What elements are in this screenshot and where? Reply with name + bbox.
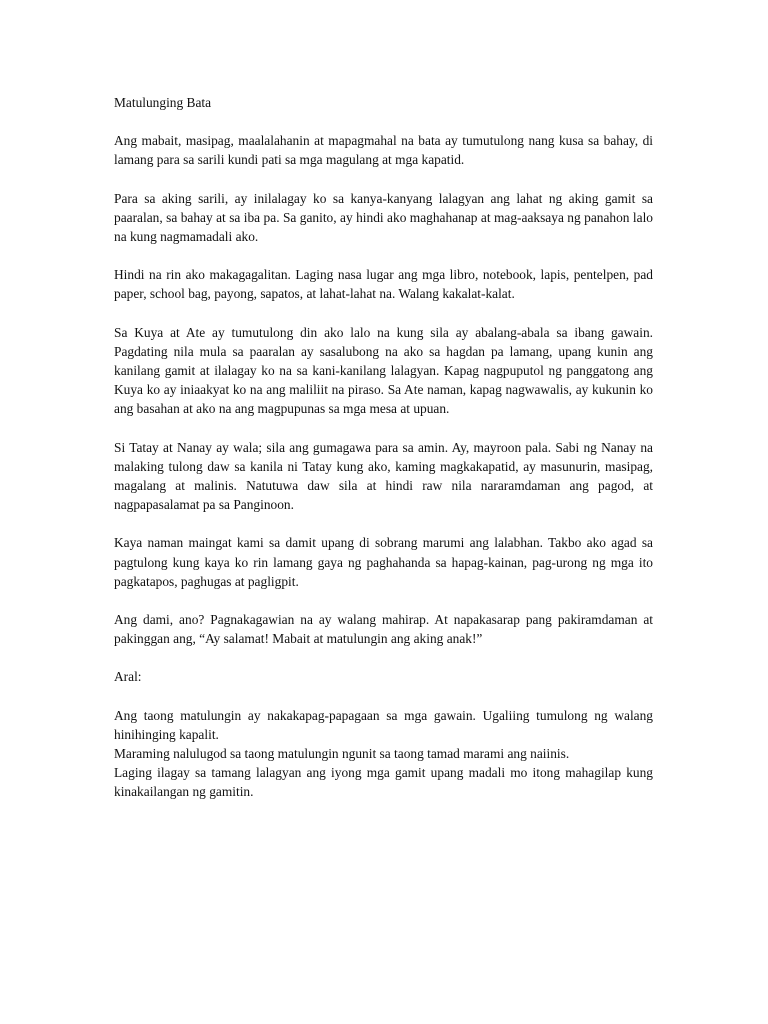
paragraph-maingat: Kaya naman maingat kami sa damit upang di sobrang marumi ang lalabhan. Takbo ako agad sa pagtulong kung kaya ko rin lamang gaya ng paghahanda sa hapag-kainan, pag-urong ng mga ito pagkatapos, paghugas at pagligpit.	[114, 535, 653, 589]
document-title: Matulunging Bata	[114, 95, 212, 110]
document-page	[114, 93, 653, 802]
paragraph-tatay-nanay: Si Tatay at Nanay ay wala; sila ang gumagawa para sa amin. Ay, mayroon pala. Sabi ng Nanay na malaking tulong daw sa kanila ni Tatay kung ako, kaming magkakapatid, ay masunurin, masipag, magalang at malinis. Natutuwa daw sila at hindi raw nila nararamdaman ang pagod, at nagpapasalamat pa sa Panginoon.	[114, 439, 653, 513]
aral-line: Laging ilagay sa tamang lalagyan ang iyong mga gamit upang madali mo itong mahagilap kung kinakailangan ng gamitin.	[114, 765, 653, 800]
aral-section	[114, 706, 653, 802]
paragraph-intro: Ang mabait, masipag, maalalahanin at mapagmahal na bata ay tumutulong nang kusa sa bahay, di lamang para sa sarili kundi pati sa mga magulang at mga kapatid.	[114, 133, 653, 168]
paragraph-ang-dami: Ang dami, ano? Pagnakagawian na ay walang mahirap. At napakasarap pang pakiramdaman at pakinggan ang, “Ay salamat! Mabait at matulungin ang aking anak!”	[114, 612, 653, 647]
paragraph-hindi-makagagalitan: Hindi na rin ako makagagalitan. Laging nasa lugar ang mga libro, notebook, lapis, pentelpen, pad paper, school bag, payong, sapatos, at lahat-lahat na. Walang kakalat-kalat.	[114, 267, 653, 302]
paragraph-sarili: Para sa aking sarili, ay inilalagay ko sa kanya-kanyang lalagyan ang lahat ng aking gamit sa paaralan, sa bahay at sa iba pa. Sa ganito, ay hindi ako maghahanap at mag-aaksaya ng panahon lalo na kung nagmamadali ako.	[114, 190, 653, 245]
paragraph-kuya-ate: Sa Kuya at Ate ay tumutulong din ako lalo na kung sila ay abalang-abala sa ibang gawain. Pagdating nila mula sa paaralan ay sasalubong na ako sa hagdan pa lamang, upang kunin ang kanilang gamit at ilalagay ko na sa kani-kanilang lalagyan. Kapag nagpuputol ng panggatong ang Kuya ko ay iniaakyat ko na ang maliliit na piraso. Sa Ate naman, kapag nagwawalis, ay kukunin ko ang basahan at ako na ang magpupunas sa mga mesa at upuan.	[114, 324, 653, 417]
aral-line: Maraming nalulugod sa taong matulungin ngunit sa taong tamad marami ang naiinis.	[114, 746, 570, 762]
aral-line: Ang taong matulungin ay nakakapag-papagaan sa mga gawain. Ugaliing tumulong ng walang hinihinging kapalit.	[114, 707, 653, 742]
aral-heading: Aral:	[114, 669, 142, 685]
